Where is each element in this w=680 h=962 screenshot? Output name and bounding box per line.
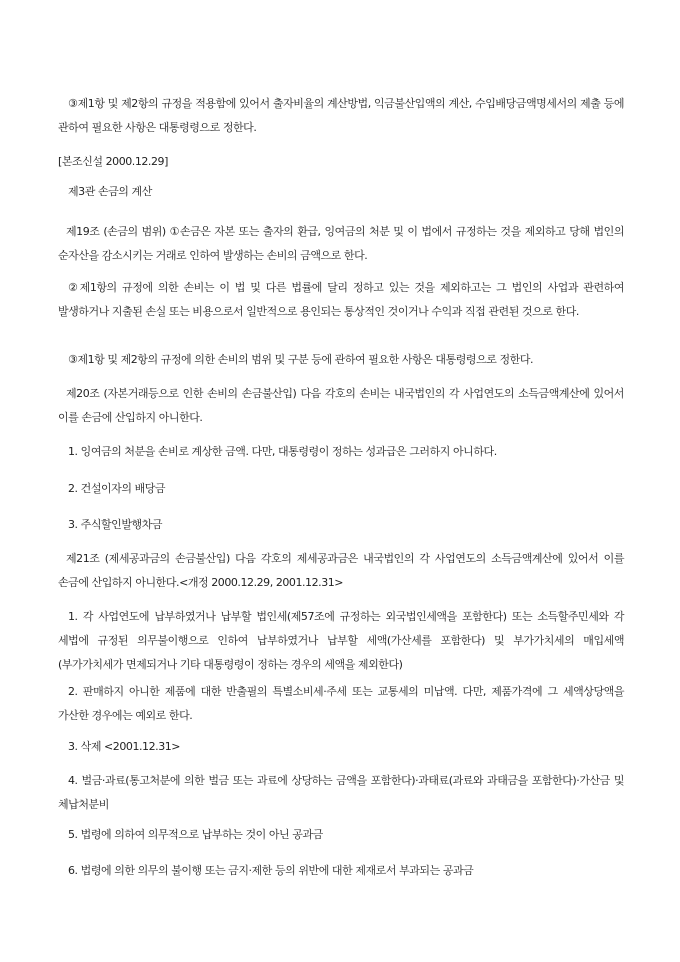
paragraph-article19-clause1: 제19조 (손금의 범위) ①손금은 자본 또는 출자의 환급, 잉여금의 처분 및 이 법에서 규정하는 것을 제외하고 당해 법인의 순자산을 감소시키는 거래로 인하여 발생하는 손비의 금액으로 한다. [58, 225, 624, 262]
paragraph-article21: 제21조 (제세공과금의 손금불산입) 다음 각호의 제세공과금은 내국법인의 각 사업연도의 소득금액계산에 있어서 이를 손금에 산입하지 아니한다.<개정 2000.12.29, 2001.12.31> [58, 552, 624, 589]
list-item-article20-3: 3. 주식할인발행차금 [68, 518, 163, 531]
paragraph-article19-clause3: ③제1항 및 제2항의 규정에 의한 손비의 범위 및 구분 등에 관하여 필요한 사항은 대통령령으로 정한다. [68, 353, 534, 366]
list-item-article20-1: 1. 잉여금의 처분을 손비로 계상한 금액. 다만, 대통령령이 정하는 성과급은 그러하지 아니하다. [68, 445, 497, 458]
paragraph-article18-2-clause3: ③제1항 및 제2항의 규정을 적용함에 있어서 출자비율의 계산방법, 익금불산입액의 계산, 수입배당금액명세서의 제출 등에 관하여 필요한 사항은 대통령령으로 정한다. [58, 97, 624, 134]
list-item-article21-3: 3. 삭제 <2001.12.31> [68, 740, 181, 753]
list-item-article21-1: 1. 각 사업연도에 납부하였거나 납부할 법인세(제57조에 규정하는 외국법인세액을 포함한다) 또는 소득할주민세와 각 세법에 규정된 의무불이행으로 인하여 납부하였거나 납부할 세액(가산세를 포함한다) 및 부가가치세의 매입세액(부가가치세가 면제되거나 기타 대통령령이 정하는 경우의 세액을 제외한다) [58, 610, 624, 671]
list-item-article21-5: 5. 법령에 의하여 의무적으로 납부하는 것이 아닌 공과금 [68, 828, 323, 841]
section-heading-loss-calculation: 제3관 손금의 계산 [68, 185, 152, 198]
list-item-article20-2: 2. 건설이자의 배당금 [68, 482, 166, 495]
paragraph-new-article-note: [본조신설 2000.12.29] [58, 155, 168, 168]
list-item-article21-4: 4. 벌금·과료(통고처분에 의한 벌금 또는 과료에 상당하는 금액을 포함한다)·과태료(과료와 과태금을 포함한다)·가산금 및 체납처분비 [58, 774, 624, 811]
paragraph-article19-clause2: ②제1항의 규정에 의한 손비는 이 법 및 다른 법률에 달리 정하고 있는 것을 제외하고는 그 법인의 사업과 관련하여 발생하거나 지출된 손실 또는 비용으로서 일반적으로 용인되는 통상적인 것이거나 수익과 직접 관련된 것으로 한다. [58, 281, 624, 318]
paragraph-article20: 제20조 (자본거래등으로 인한 손비의 손금불산입) 다음 각호의 손비는 내국법인의 각 사업연도의 소득금액계산에 있어서 이를 손금에 산입하지 아니한다. [58, 387, 624, 424]
list-item-article21-2: 2. 판매하지 아니한 제품에 대한 반출필의 특별소비세·주세 또는 교통세의 미납액. 다만, 제품가격에 그 세액상당액을 가산한 경우에는 예외로 한다. [58, 685, 624, 722]
list-item-article21-6: 6. 법령에 의한 의무의 불이행 또는 금지·제한 등의 위반에 대한 제재로서 부과되는 공과금 [68, 864, 474, 877]
